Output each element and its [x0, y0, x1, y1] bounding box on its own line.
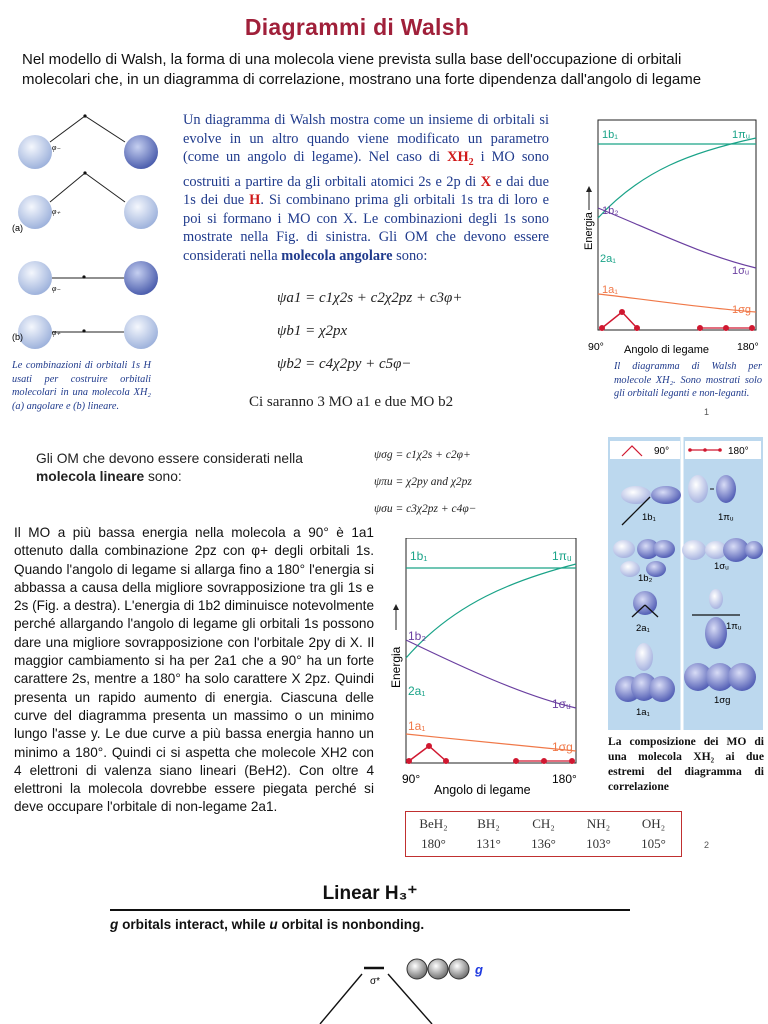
linear-h3-subtitle: g orbitals interact, while u orbital is nonbonding.	[110, 917, 425, 932]
footnote-1: 1	[704, 407, 710, 417]
svg-text:1σᵤ: 1σᵤ	[552, 697, 571, 711]
svg-text:1σᵤ: 1σᵤ	[714, 561, 729, 572]
svg-text:1σg: 1σg	[552, 740, 573, 754]
svg-text:1b₁: 1b₁	[410, 549, 428, 563]
curve-2a1	[406, 564, 576, 658]
svg-text:90°: 90°	[654, 446, 670, 457]
equation-a1: ψa1 = c1χ2s + c2χ2pz + c3φ+	[277, 290, 463, 306]
walsh-diagram-large	[384, 538, 584, 800]
h3-mo-diagram	[300, 950, 520, 1024]
table-cell-angle: 180°	[421, 836, 446, 851]
table-cell-molecule: BH₂	[477, 816, 500, 831]
h-1s-orbital	[18, 135, 52, 169]
figure-label-a: (a)	[12, 223, 23, 233]
curve-2a1	[598, 138, 756, 218]
h-1s-orbital	[18, 315, 52, 349]
linear-h3-header: Linear H₃⁺	[322, 883, 418, 904]
svg-text:1b₂: 1b₂	[408, 629, 427, 643]
svg-text:1b₂: 1b₂	[638, 573, 653, 584]
equation-b1: ψb1 = χ2px	[277, 323, 348, 339]
h-orbital-combinations-figure	[10, 110, 175, 350]
equation-b2: ψb2 = c4χ2py + c5φ−	[277, 356, 412, 372]
h-1s-orbital	[18, 261, 52, 295]
phi-plus-label: φ₊	[52, 328, 61, 337]
table-cell-angle: 136°	[531, 836, 556, 851]
h-1s-orbital	[124, 315, 158, 349]
left-figure-caption: Le combinazioni di orbitali 1s H usati per costruire orbitali molecolari in una molecola XH₂ (a) angolare e (b) lineare.	[12, 360, 151, 412]
walsh-explanation: Un diagramma di Walsh mostra come un insieme di orbitali si evolve in un altro quando viene modificato un parametro (come un angolo di legame). Nel caso di $XH_2$ i MO sono costruiti a partire da gli orbitali atomici 2s e 2p di X e dai due 1s dei due H. Si combinano prima gli orbitali 1s tra di loro e poi si formano i MO con X. Le combinazioni degli 1s sono mostrate nella Fig. di sinistra. Gli OM che devono essere considerati nella molecola angolare sono:	[183, 112, 550, 265]
svg-text:1b₁: 1b₁	[602, 129, 618, 141]
header-rule	[110, 909, 630, 911]
small-chart-caption: Il diagramma di Walsh per molecole XH₂. Sono mostrati solo gli orbitali leganti e non-leganti.	[614, 361, 762, 400]
svg-text:1πᵤ: 1πᵤ	[732, 129, 750, 141]
svg-text:1b₁: 1b₁	[642, 512, 656, 523]
svg-text:Energia: Energia	[583, 212, 595, 250]
svg-text:90°: 90°	[402, 772, 421, 786]
bond-angle-table	[405, 811, 682, 857]
equation-sigma-g: ψσg = c1χ2s + c2φ+	[374, 449, 471, 461]
mo-panel-caption: La composizione dei MO di una molecola XH₂ ai due estremi del diagramma di correlazione	[608, 735, 764, 793]
equation-pi-u: ψπu = χ2py and χ2pz	[374, 476, 472, 488]
mo-composition-figure	[608, 437, 763, 730]
svg-text:90°: 90°	[588, 341, 604, 353]
svg-text:180°: 180°	[737, 341, 759, 353]
svg-text:Energia: Energia	[389, 646, 403, 688]
curve-1b2	[598, 208, 756, 268]
walsh-diagram-small	[582, 110, 762, 358]
phi-minus-label: φ₋	[52, 143, 61, 152]
svg-text:σ*: σ*	[370, 976, 381, 987]
h-1s-orbital	[124, 261, 158, 295]
phi-plus-label: φ₊	[52, 207, 61, 216]
svg-text:1σg: 1σg	[732, 304, 752, 316]
svg-text:2a₁: 2a₁	[408, 684, 426, 698]
svg-text:Angolo di legame: Angolo di legame	[624, 344, 710, 356]
intro-paragraph: Nel modello di Walsh, la forma di una molecola viene prevista sulla base dell'occupazione di orbitali molecolari che, in un diagramma di correlazione, mostrano una forte dipendenza dall'angolo di legame	[22, 51, 702, 88]
svg-text:g: g	[475, 962, 483, 977]
h-1s-orbital	[124, 135, 158, 169]
svg-text:1πᵤ: 1πᵤ	[552, 549, 572, 563]
table-cell-angle: 103°	[586, 836, 611, 851]
body-explanation: Il MO a più bassa energia nella molecola a 90° è 1a1 ottenuto dalla combinazione 2pz con φ+ degli orbitali 1s. Quando l'angolo di legame si allarga fino a 180° l'energia si abbassa a causa della migliore sovrapposizione tra gli 1s e 2s (Fig. a destra). L'energia di 1b2 diminuisce notevolmente perché allargando l'angolo di legame gli orbitali 1s possono dare una migliore sovrapposizione con l'orbitale 2py di X. Il maggior cambiamento si ha per 2a1 che a 90° ha un forte carattere 2s, mentre a 180° ha solo carattere X 2pz. Quindi presenta un rapido aumento di energia. Ciascuna delle curve del diagramma presenta un massimo o un minimo lungo l'asse y. Le due curve a più bassa energia hanno un minimo a 180°. Quindi ci si aspetta che molecole XH2 con 4 elettroni di valenza siano lineari (BeH2). Con oltre 4 elettroni la molecola dovrebbe essere piegata perché si deve occupare l'orbitale di non-legame 2a1.	[14, 525, 375, 815]
table-cell-molecule: BeH₂	[419, 816, 448, 831]
footnote-2: 2	[704, 840, 710, 850]
svg-text:Angolo di legame: Angolo di legame	[434, 783, 531, 797]
bent-summary: Ci saranno 3 MO a1 e due MO b2	[249, 394, 454, 410]
svg-text:2a₁: 2a₁	[636, 623, 650, 634]
table-cell-molecule: OH₂	[641, 816, 666, 831]
svg-text:2a₁: 2a₁	[600, 253, 616, 265]
svg-text:180°: 180°	[728, 446, 749, 457]
linear-molecule-intro: Gli OM che devono essere considerati nella molecola lineare sono:	[36, 451, 303, 484]
page-title: Diagrammi di Walsh	[244, 14, 470, 40]
svg-text:1b₂: 1b₂	[602, 205, 619, 217]
h-1s-orbital	[124, 195, 158, 229]
phi-minus-label: φ₋	[52, 284, 61, 293]
curve-1b2	[406, 640, 576, 708]
table-cell-molecule: CH₂	[532, 816, 555, 831]
svg-text:180°: 180°	[552, 772, 577, 786]
figure-label-b: (b)	[12, 332, 23, 342]
table-cell-molecule: NH₂	[586, 816, 611, 831]
svg-text:1πᵤ: 1πᵤ	[726, 621, 742, 632]
svg-text:1σᵤ: 1σᵤ	[732, 265, 750, 277]
h-1s-orbital	[18, 195, 52, 229]
table-cell-angle: 131°	[476, 836, 501, 851]
equation-sigma-u: ψσu = c3χ2pz + c4φ−	[374, 503, 477, 515]
svg-text:1σg: 1σg	[714, 695, 731, 706]
svg-text:1a₁: 1a₁	[602, 284, 618, 296]
svg-text:1a₁: 1a₁	[408, 719, 426, 733]
svg-text:1a₁: 1a₁	[636, 707, 650, 718]
table-cell-angle: 105°	[641, 836, 666, 851]
svg-text:1πᵤ: 1πᵤ	[718, 512, 734, 523]
